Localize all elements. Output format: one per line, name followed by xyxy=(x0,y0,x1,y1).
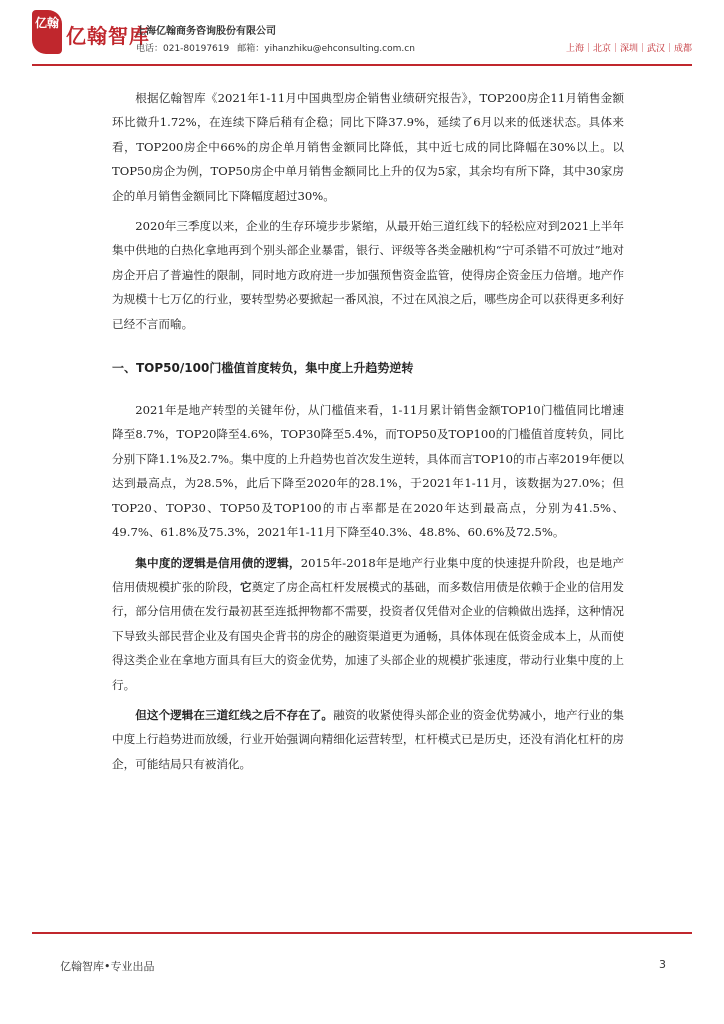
footer-brand: 亿翰智库•专业出品 xyxy=(60,960,155,973)
company-name: 上海亿翰商务咨询股份有限公司 xyxy=(136,26,276,37)
paragraph-3: 2021年是地产转型的关键年份，从门槛值来看，1-11月累计销售金额TOP10门槛值同比增速降至8.7%，TOP20降至4.6%，TOP30降至5.4%，而TOP50及TOP100的门槛值首度转负，同比分别下降1.1%及2.7%。集中度的上升趋势也首次发生逆转，具体而言TOP10的市占率2019年便以达到最高点，为28.5%，此后下降至2020年的28.1%，于2021年1-11月，该数据为27.0%；但TOP20、TOP30、TOP50及TOP100的市占率都是在2020年达到最高点，分别为41.5%、49.7%、61.8%及75.3%，2021年1-11月下降至40.3%、48.8%、60.6%及72.5%。 xyxy=(112,403,624,540)
brand-logo-icon: 亿翰 xyxy=(32,10,62,54)
brand-logo-text: 亿翰智库 xyxy=(66,24,150,48)
page-header xyxy=(32,10,692,62)
paragraph-4 xyxy=(112,551,624,697)
footer-divider xyxy=(32,932,692,934)
office-cities: 上海｜北京｜深圳｜武汉｜成都 xyxy=(565,44,692,54)
paragraph-5 xyxy=(112,703,624,776)
paragraph-5-lead: 但这个逻辑在三道红线之后不存在了。 xyxy=(135,707,334,722)
header-divider xyxy=(32,64,692,66)
paragraph-5-text: 融资的收紧使得头部企业的资金优势减小，地产行业的集中度上行趋势进而放缓，行业开始强调向精细化运营转型，杠杆模式已是历史，还没有消化杠杆的房企，可能结局只有被消化。 xyxy=(112,707,624,771)
paragraph-2: 2020年三季度以来，企业的生存环境步步紧缩，从最开始三道红线下的轻松应对到2021上半年集中供地的白热化拿地再到个别头部企业暴雷，银行、评级等各类金融机构“宁可杀错不可放过”地对房企开启了普遍性的限制，同时地方政府进一步加强预售资金监管，使得房企资金压力倍增。地产作为规模十七万亿的行业，要转型势必要掀起一番风浪，不过在风浪之后，哪些房企可以获得更多利好已经不言而喻。 xyxy=(112,219,624,331)
email-address[interactable]: 邮箱：yihanzhiku@ehconsulting.com.cn xyxy=(237,44,415,54)
page-content xyxy=(112,86,624,782)
section-heading: 一、TOP50/100门槛值首度转负，集中度上升趋势逆转 xyxy=(112,361,414,376)
paragraph-4-lead: 集中度的逻辑是信用债的逻辑， xyxy=(135,555,301,570)
paragraph-4-text-a: 2015年-2018年是地产行业集中度的快速提升阶段，也是地产信用债规模扩张的阶段， xyxy=(112,555,624,594)
paragraph-4-text-b: 奠定了房企高杠杆发展模式的基础，而多数信用债是依赖于企业的信用发行，部分信用债在发行最初甚至连抵押物都不需要，投资者仅凭借对企业的信赖做出选择，这种情况下导致头部民营企业及有国央企背书的房企的融资渠道更为通畅，具体体现在低资金成本上，从而使得这类企业在拿地方面具有巨大的资金优势，加速了头部企业的规模扩张速度，带动行业集中度的上行。 xyxy=(112,579,624,692)
phone-number: 电话：021-80197619 xyxy=(136,44,230,54)
paragraph-4-emphasis: 它 xyxy=(240,579,252,594)
contact-info xyxy=(136,41,415,54)
page-number: 3 xyxy=(659,958,666,971)
paragraph-1: 根据亿翰智库《2021年1-11月中国典型房企销售业绩研究报告》，TOP200房企11月销售金额环比微升1.72%，在连续下降后稍有企稳；同比下降37.9%，延续了6月以来的低迷状态。具体来看，TOP200房企中66%的房企单月销售金额同比降低，其中近七成的同比降幅在30%以上。以TOP50房企为例，TOP50房企中单月销售金额同比上升的仅为5家，其余均有所下降，其中30家房企的单月销售金额同比下降幅度超过30%。 xyxy=(112,91,624,203)
